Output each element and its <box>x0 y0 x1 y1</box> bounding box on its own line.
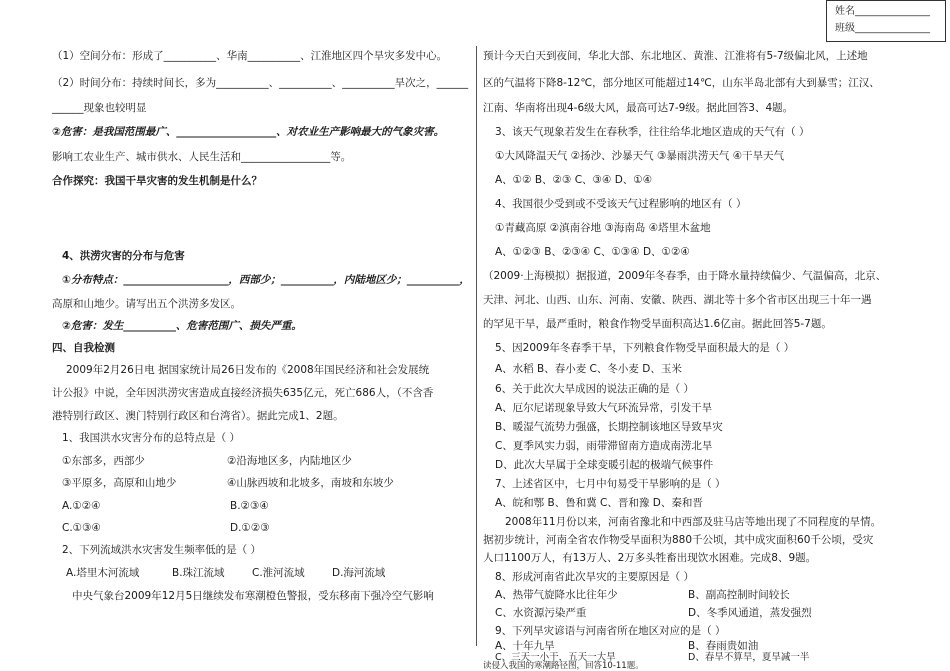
q1-statement-2: ②沿海地区多，内陆地区少 <box>227 455 352 467</box>
q1-statement-3: ③平原多，高原和山地少 <box>62 477 177 489</box>
shanghai-passage-3: 的罕见干旱，最严重时，粮食作物受旱面积高达1.6亿亩。据此回答5-7题。 <box>483 318 832 330</box>
class-field[interactable]: 班级_______________ <box>835 23 930 34</box>
q9-option-c[interactable]: C、三天一小干，五天一大旱 <box>495 652 616 663</box>
q6-option-c[interactable]: C、夏季风实力弱，雨带滞留南方造成南涝北旱 <box>495 440 713 452</box>
question-5: 5、因2009年冬春季干旱，下列粮食作物受旱面积最大的是（ ） <box>495 342 795 354</box>
cooperative-inquiry: 合作探究：我国干旱灾害的发生机制是什么？ <box>52 175 262 187</box>
q1-option-d[interactable]: D.①②③ <box>230 522 270 534</box>
cold-wave-passage-1: 预计今天白天到夜间，华北大部、东北地区、黄淮、江淮将有5-7级偏北风，上述地 <box>483 50 868 62</box>
question-7: 7、上述省区中，七月中旬易受干旱影响的是（ ） <box>495 478 726 490</box>
q1-option-a[interactable]: A.①②④ <box>62 500 101 512</box>
q1-option-b[interactable]: B.②③④ <box>230 500 269 512</box>
name-field[interactable]: 姓名_______________ <box>835 6 930 17</box>
question-2: 2、下列流域洪水灾害发生频率低的是（ ） <box>62 544 262 556</box>
passage-line-3: 港特别行政区、澳门特别行政区和台湾省）。据此完成1、2题。 <box>52 410 344 422</box>
q8-option-d[interactable]: D、冬季风通道，蒸发强烈 <box>688 607 812 619</box>
q2-option-a[interactable]: A.塔里木河流域 <box>66 567 140 579</box>
q6-option-d[interactable]: D、此次大旱属于全球变暖引起的极端气候事件 <box>495 459 714 471</box>
henan-passage-3: 人口1100万人，有13万人、2万多头牲畜出现饮水困难。完成8、9题。 <box>483 552 817 564</box>
q8-option-a[interactable]: A、热带气旋降水比往年少 <box>495 589 618 601</box>
column-divider <box>476 46 477 646</box>
q5-options[interactable]: A、水稻 B、春小麦 C、冬小麦 D、玉米 <box>495 363 682 375</box>
question-4: 4、我国很少受到或不受该天气过程影响的地区有（ ） <box>495 198 747 210</box>
name-class-box <box>826 0 946 42</box>
question-6: 6、关于此次大旱成因的说法正确的是（ ） <box>495 383 695 395</box>
map-prompt: 读侵入我国的寒潮路径图，回答10-11题。 <box>483 661 644 671</box>
q4-statements: ①青藏高原 ②滇南谷地 ③海南岛 ④塔里木盆地 <box>495 222 711 234</box>
henan-passage-2: 据初步统计，河南全省农作物受旱面积为880千公顷，其中成灾面积60千公顷，受灾 <box>483 534 874 546</box>
cold-wave-passage-start: 中央气象台2009年12月5日继续发布寒潮橙色警报，受东移南下强冷空气影响 <box>72 590 434 602</box>
q8-option-b[interactable]: B、副高控制时间较长 <box>688 589 790 601</box>
q2-option-c[interactable]: C.淮河流域 <box>252 567 305 579</box>
passage-line-1: 2009年2月26日电 据国家统计局26日发布的《2008年国民经济和社会发展统 <box>66 364 430 376</box>
flood-distribution-line: ①分布特点：____________________，西部少；__________，内陆地区少；__________， <box>62 274 470 286</box>
cold-wave-passage-2: 区的气温将下降8-12℃，部分地区可能超过14℃，山东半岛北部有大到暴雪；江汉、 <box>483 77 880 89</box>
question-1: 1、我国洪水灾害分布的总特点是（ ） <box>62 432 241 444</box>
flood-harm-line: ②危害：发生__________、危害范围广、损失严重。 <box>62 320 302 332</box>
q4-options[interactable]: A、①②③ B、②③④ C、①③④ D、①②④ <box>495 246 690 258</box>
q3-options[interactable]: A、①② B、②③ C、③④ D、①④ <box>495 174 653 186</box>
q3-statements: ①大风降温天气 ②扬沙、沙暴天气 ③暴雨洪涝天气 ④干旱天气 <box>495 150 785 162</box>
self-check-heading: 四、自我检测 <box>52 342 115 354</box>
shanghai-passage-1: （2009·上海模拟）据报道，2009年冬春季，由于降水量持续偏少、气温偏高，北京、 <box>483 270 887 282</box>
q2-option-d[interactable]: D.海河流域 <box>332 567 386 579</box>
drought-harm-cont: 影响工农业生产、城市供水、人民生活和_________________等。 <box>52 151 352 163</box>
q1-option-c[interactable]: C.①③④ <box>62 522 101 534</box>
q9-option-d[interactable]: D、春旱不算旱，夏旱减一半 <box>688 652 810 663</box>
q1-statement-1: ①东部多，西部少 <box>62 455 145 467</box>
question-9: 9、下列旱灾谚语与河南省所在地区对应的是（ ） <box>495 625 726 637</box>
question-3: 3、该天气现象若发生在春秋季，往往给华北地区造成的天气有（ ） <box>495 126 810 138</box>
passage-line-2: 计公报》中说，全年因洪涝灾害造成直接经济损失635亿元，死亡686人，（不含香 <box>52 387 434 399</box>
flood-distribution-cont: 高原和山地少。请写出五个洪涝多发区。 <box>52 298 241 310</box>
q9-option-a[interactable]: A、十年九旱 <box>495 640 555 652</box>
drought-harm-line: ②危害：是我国范围最广、___________________、对农业生产影响最大的气象灾害。 <box>52 126 445 138</box>
temporal-distribution-line: （2）时间分布：持续时间长，多为__________、__________、__________旱次之，______ <box>52 77 469 89</box>
shanghai-passage-2: 天津、河北、山西、山东、河南、安徽、陕西、湖北等十多个省市区出现三十年一遇 <box>483 294 872 306</box>
cold-wave-passage-3: 江南、华南将出现4-6级大风，最高可达7-9级。据此回答3、4题。 <box>483 102 794 114</box>
q7-options[interactable]: A、皖和鄂 B、鲁和冀 C、晋和豫 D、秦和晋 <box>495 497 703 509</box>
q1-statement-4: ④山脉西坡和北坡多，南坡和东坡少 <box>227 477 394 489</box>
henan-passage-1: 2008年11月份以来，河南省豫北和中西部及驻马店等地出现了不同程度的旱情。 <box>505 516 882 528</box>
spatial-distribution-line: （1）空间分布：形成了__________、华南__________、江淮地区四个旱灾多发中心。 <box>52 50 448 62</box>
temporal-distribution-cont: ______现象也较明显 <box>52 102 147 114</box>
q8-option-c[interactable]: C、水资源污染严重 <box>495 607 587 619</box>
question-8: 8、形成河南省此次旱灾的主要原因是（ ） <box>495 571 695 583</box>
q6-option-b[interactable]: B、暖湿气流势力强盛，长期控制该地区导致旱灾 <box>495 421 723 433</box>
flood-section-heading: 4、洪涝灾害的分布与危害 <box>62 250 185 262</box>
q9-option-b[interactable]: B、春雨贵如油 <box>688 640 759 652</box>
q2-option-b[interactable]: B.珠江流域 <box>172 567 225 579</box>
q6-option-a[interactable]: A、厄尔尼诺现象导致大气环流异常，引发干旱 <box>495 402 713 414</box>
